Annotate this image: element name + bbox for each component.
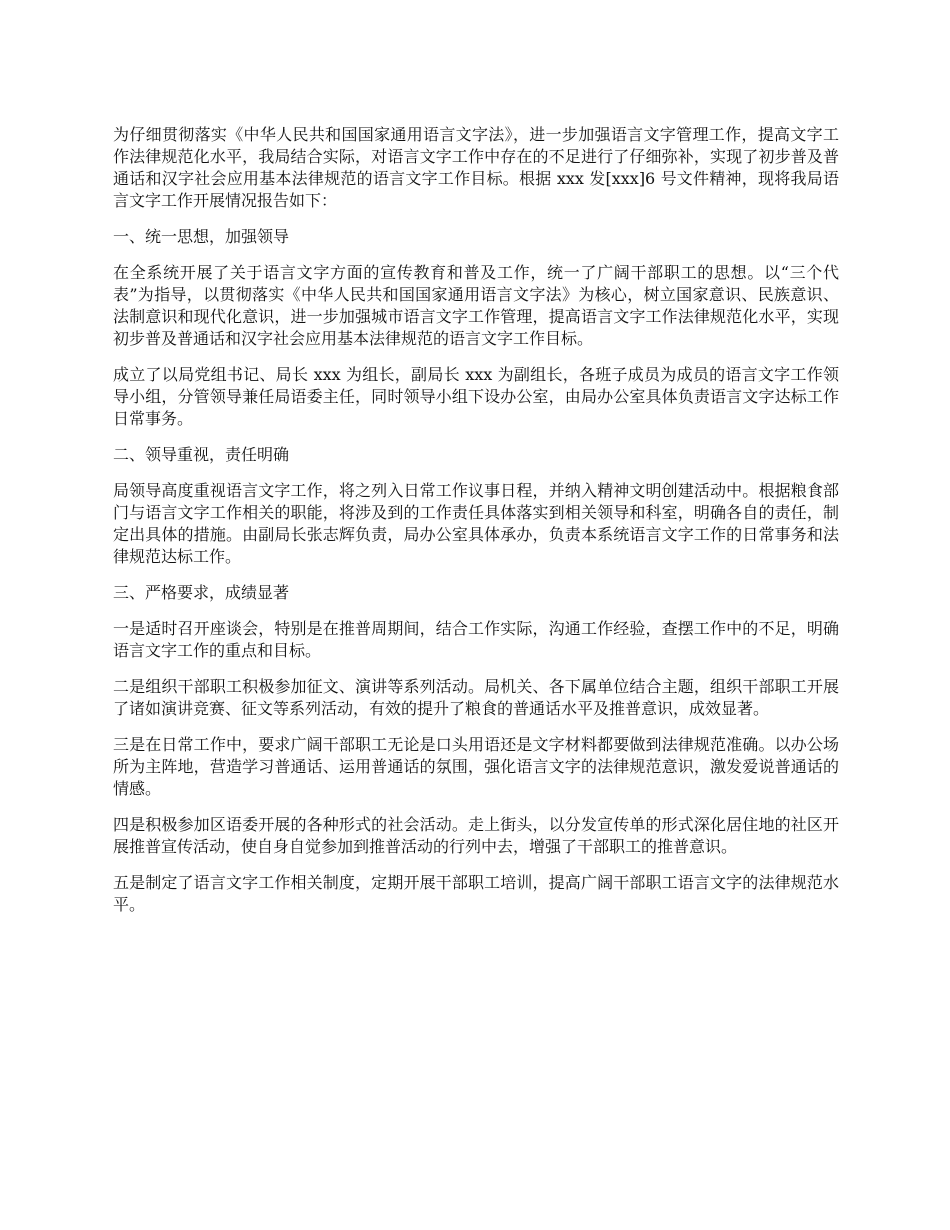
section-heading-3: 三、严格要求，成绩显著 <box>113 583 290 602</box>
body-paragraph: 在全系统开展了关于语言文字方面的宣传教育和普及工作，统一了广阔干部职工的思想。以“三个代表”为指导，以贯彻落实《中华人民共和国国家通用语言文字法》为核心，树立国家意识、民族意识、法制意识和现代化意识，进一步加强城市语言文字工作管理，提高语言文字工作法律规范化水平，实现初步普及普通话和汉字社会应用基本法律规范的语言文字工作目标。 <box>113 263 839 348</box>
section-heading-2: 二、领导重视，责任明确 <box>113 445 290 464</box>
body-paragraph: 三是在日常工作中，要求广阔干部职工无论是口头用语还是文字材料都要做到法律规范准确。以办公场所为主阵地，营造学习普通话、运用普通话的氛围，强化语言文字的法律规范意识，激发爱说普通话的情感。 <box>113 735 839 798</box>
section-heading-1: 一、统一思想，加强领导 <box>113 227 290 246</box>
body-paragraph: 成立了以局党组书记、局长 xxx 为组长，副局长 xxx 为副组长，各班子成员为成员的语言文字工作领导小组，分管领导兼任局语委主任，同时领导小组下设办公室，由局办公室具体负责语言文字达标工作日常事务。 <box>113 365 839 428</box>
body-paragraph: 五是制定了语言文字工作相关制度，定期开展干部职工培训，提高广阔干部职工语言文字的法律规范水平。 <box>113 873 839 914</box>
body-paragraph: 四是积极参加区语委开展的各种形式的社会活动。走上街头，以分发宣传单的形式深化居住地的社区开展推普宣传活动，使自身自觉参加到推普活动的行列中去，增强了干部职工的推普意识。 <box>113 815 839 856</box>
body-paragraph: 一是适时召开座谈会，特别是在推普周期间，结合工作实际，沟通工作经验，查摆工作中的不足，明确语言文字工作的重点和目标。 <box>113 619 839 660</box>
body-paragraph: 局领导高度重视语言文字工作，将之列入日常工作议事日程，并纳入精神文明创建活动中。根据粮食部门与语言文字工作相关的职能，将涉及到的工作责任具体落实到相关领导和科室，明确各自的责任，制定出具体的措施。由副局长张志辉负责，局办公室具体承办，负责本系统语言文字工作的日常事务和法律规范达标工作。 <box>113 481 839 566</box>
document-body <box>113 124 839 930</box>
body-paragraph: 二是组织干部职工积极参加征文、演讲等系列活动。局机关、各下属单位结合主题，组织干部职工开展了诸如演讲竞赛、征文等系列活动，有效的提升了粮食的普通话水平及推普意识，成效显著。 <box>113 677 839 718</box>
intro-paragraph: 为仔细贯彻落实《中华人民共和国国家通用语言文字法》，进一步加强语言文字管理工作，提高文字工作法律规范化水平，我局结合实际，对语言文字工作中存在的不足进行了仔细弥补，实现了初步普及普通话和汉字社会应用基本法律规范的语言文字工作目标。根据 xxx 发[xxx]6 号文件精神，现将我局语言文字工作开展情况报告如下： <box>113 125 839 210</box>
